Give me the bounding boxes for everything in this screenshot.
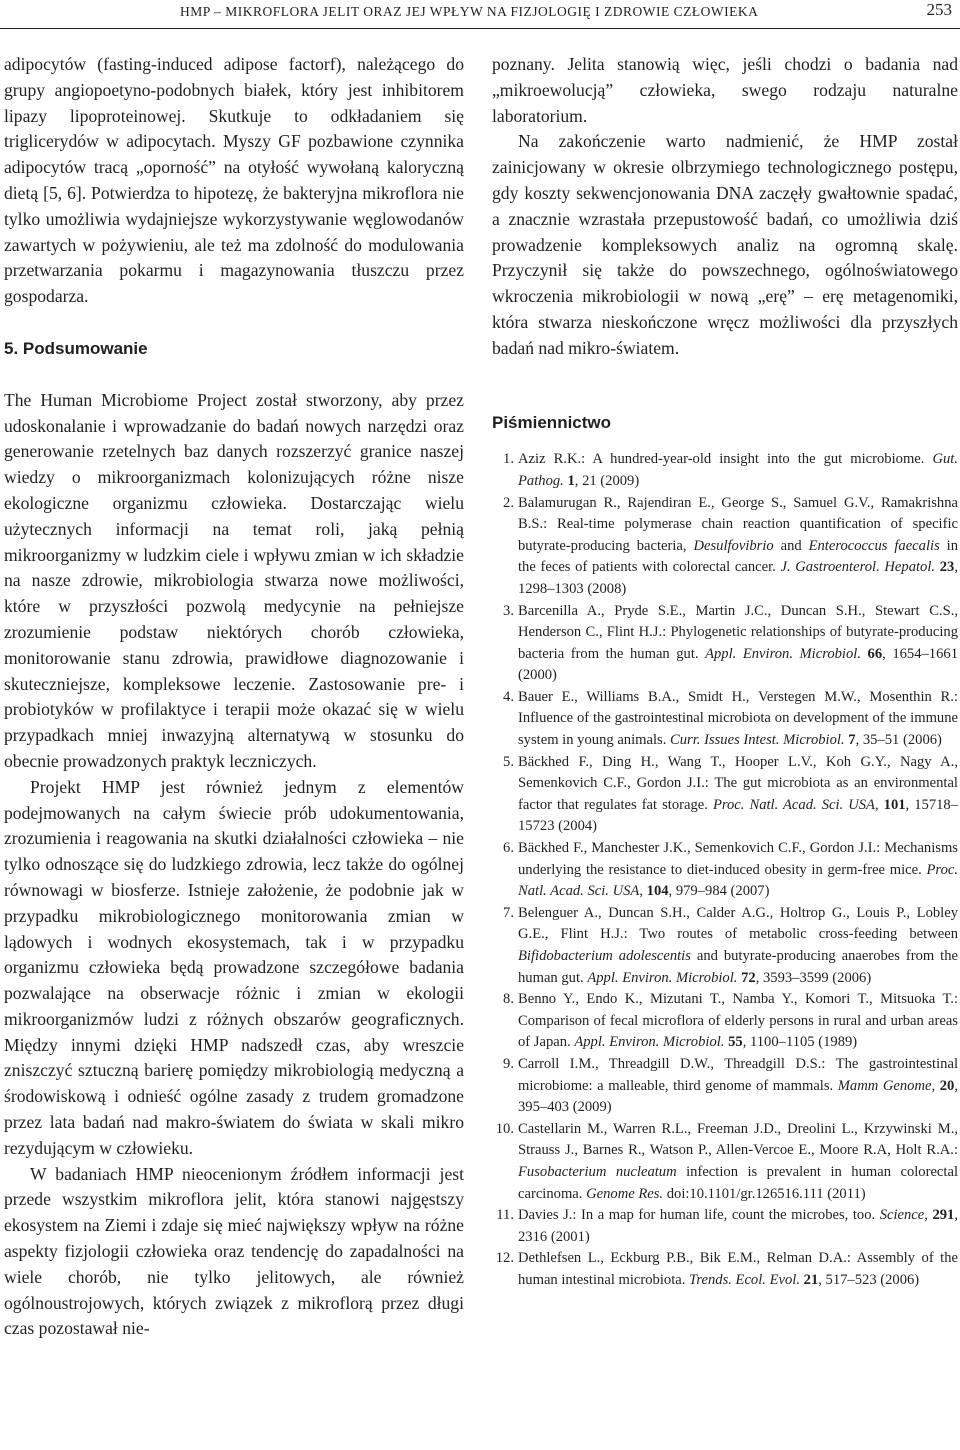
reference-number: 10. <box>495 1120 514 1137</box>
reference-text-segment: , <box>924 1207 933 1224</box>
reference-item <box>492 989 958 1054</box>
reference-text-segment: Science <box>879 1207 925 1224</box>
reference-item <box>492 752 958 838</box>
reference-text-segment: Balamurugan R., Rajendiran E., George S., Samuel G.V., Ramakrishna B.S.: Real-time polymerase chain reaction quantification of specific butyrate-producing bacteria, <box>518 494 958 554</box>
reference-text-segment: Fusobacterium nucleatum <box>518 1163 677 1180</box>
reference-text-segment: Benno Y., Endo K., Mizutani T., Namba Y., Komori T., Mitsuoka T.: Comparison of fecal microflora of elderly persons in rural and urban areas of Japan. <box>518 991 958 1051</box>
reference-text-segment: Proc. Natl. Acad. Sci. USA <box>518 861 958 900</box>
reference-text-segment: , 3593–3599 (2006) <box>755 969 872 986</box>
reference-text-segment: , 979–984 (2007) <box>668 883 770 900</box>
reference-text-segment: Bäckhed F., Manchester J.K., Semenkovich C.F., Gordon J.I.: Mechanisms underlying the resistance to diet-induced obesity in germ-free mice. <box>518 840 958 878</box>
reference-text-segment: , 1298–1303 (2008) <box>518 559 958 597</box>
reference-number: 3. <box>503 602 514 619</box>
section-heading: 5. Podsumowanie <box>4 338 148 358</box>
reference-text-segment: infection is prevalent in human colorectal carcinoma. <box>518 1163 958 1202</box>
reference-item <box>492 1205 958 1248</box>
reference-text-segment: Bauer E., Williams B.A., Smidt H., Verstegen M.W., Mosenthin R.: Influence of the gastrointestinal microbiota on development of the immune system in young animals. <box>518 688 958 749</box>
reference-text-segment: 1 <box>567 472 575 489</box>
reference-text-segment: doi:10.1101/gr.126516.111 (2011) <box>663 1185 866 1202</box>
reference-number: 8. <box>503 991 514 1008</box>
reference-item <box>492 838 958 903</box>
reference-text-segment: Barcenilla A., Pryde S.E., Martin J.C., Duncan S.H., Stewart C.S., Henderson C., Flint H.J.: Phylogenetic relationships of butyrate-producing bacteria from the human gut. <box>518 602 958 662</box>
summary-paragraph-2: Projekt HMP jest również jednym z elementów podejmowanych na całym świecie prób udokumentowania, zrozumienia i reagowania na skutki działalności człowieka – nie tylko odnoszące się do ludzkiego zdrowia, lecz także do ogólnej równowagi w biosferze. Istnieje założenie, że podobnie jak w przypadku mikrobiologicznego monitorowania zmian w lądowych i wodnych ekosystemach, tak i w przypadku organizmu człowieka będą prowadzone szczegółowe badania pozwalające na obserwacje różnic i zmian w ekologii mikroorganizmów ludzi z różnych obszarów geograficznych. Między innymi dzięki HMP nadszedł czas, aby wreszcie zniszczyć sztuczną barierę pomiędzy mikrobiologią medyczną a środowiskową i odnieść ogólne zasady z trudem gromadzone przez lata badań nad makro-światem do świata w skali mikro rezydującym w człowieku. <box>4 776 464 1158</box>
reference-text-segment: 72 <box>741 969 756 986</box>
references-list <box>492 449 958 1291</box>
reference-text-segment: 23 <box>939 559 955 576</box>
reference-text-segment: Appl. Environ. Microbiol. <box>587 969 738 986</box>
continued-paragraph: poznany. Jelita stanowią więc, jeśli chodzi o badania nad „mikroewolucją” człowieka, swego rodzaju naturalne laboratorium. <box>492 54 958 126</box>
reference-text-segment: 20 <box>939 1077 955 1094</box>
page-number: 253 <box>926 0 952 19</box>
reference-text-segment: , <box>639 883 647 900</box>
reference-item <box>492 1054 958 1119</box>
reference-text-segment: Genome Res. <box>586 1185 664 1202</box>
header-rule <box>0 28 960 29</box>
reference-item <box>492 493 958 601</box>
reference-item <box>492 687 958 752</box>
closing-paragraph: Na zakończenie warto nadmienić, że HMP został zainicjowany w okresie olbrzymiego technologicznego postępu, gdy koszty sekwencjonowania DNA zaczęły gwałtownie spadać, a znacznie wzrastała przepustowość badań, co umożliwia dziś prowadzenie kompleksowych analiz na ogromną skalę. Przyczynił się także do powszechnego, ogólnoświatowego wkroczenia mikrobiologii w nową „erę” – erę metagenomiki, która stwarza nieskończone wręcz możliwości dla przyszłych badań nad mikro-światem. <box>492 131 958 358</box>
reference-text-segment: , 395–403 (2009) <box>518 1077 958 1116</box>
reference-text-segment: , 1654–1661 (2000) <box>518 645 958 684</box>
reference-text-segment: 101 <box>883 796 906 813</box>
reference-item <box>492 1248 958 1291</box>
reference-text-segment: Proc. Natl. Acad. Sci. USA <box>712 796 875 813</box>
reference-item <box>492 1119 958 1205</box>
running-header <box>0 0 960 26</box>
intro-paragraph: adipocytów (fasting-induced adipose factorf), należącego do grupy angiopoetyno-podobnych białek, który jest inhibitorem lipazy lipoproteinowej. Skutkuje to odkładaniem się triglicerydów w adipocytach. Myszy GF pozbawione czynnika adipocytów tracą „oporność” na otyłość wywołaną kaloryczną dietą [5, 6]. Potwierdza to hipotezę, że bakteryjna mikroflora nie tylko umożliwia wydajniejsze wykorzystywanie węglowodanów zawartych w pożywieniu, ale też ma zdolność do modulowania przetwarzania pokarmu i magazynowania tłuszczu przez gospodarza. <box>4 54 464 307</box>
reference-text-segment: and butyrate-producing anaerobes from the human gut. <box>518 948 958 986</box>
reference-text-segment: Enterococcus faecalis <box>808 537 940 554</box>
reference-number: 6. <box>503 840 514 857</box>
reference-number: 5. <box>503 753 514 770</box>
left-column <box>4 52 464 1342</box>
reference-text-segment: Bifidobacterium adolescentis <box>518 948 691 965</box>
reference-text-segment: 7 <box>848 732 856 749</box>
reference-text-segment: Appl. Environ. Microbiol. <box>705 645 861 662</box>
reference-text-segment: , 35–51 (2006) <box>855 732 942 749</box>
reference-text-segment: Davies J.: In a map for human life, count the microbes, too. <box>518 1207 880 1224</box>
reference-text-segment: 66 <box>867 645 883 662</box>
reference-text-segment: Carroll I.M., Threadgill D.W., Threadgill D.S.: The gastrointestinal microbiome: a malleable, third genome of mammals. <box>518 1055 958 1094</box>
reference-number: 11. <box>496 1207 514 1224</box>
reference-number: 4. <box>503 688 514 705</box>
reference-number: 9. <box>503 1055 514 1072</box>
right-column <box>492 52 958 1292</box>
reference-text-segment: Gut. Pathog. <box>518 451 958 489</box>
reference-text-segment: 21 <box>803 1271 819 1288</box>
references-heading: Piśmiennictwo <box>492 412 612 432</box>
reference-text-segment: Curr. Issues Intest. Microbiol. <box>670 732 845 749</box>
reference-text-segment: 104 <box>646 883 669 900</box>
running-title: HMP – MIKROFLORA JELIT ORAZ JEJ WPŁYW NA FIZJOLOGIĘ I ZDROWIE CZŁOWIEKA <box>180 4 759 19</box>
reference-text-segment: 291 <box>932 1207 955 1224</box>
reference-text-segment: , 15718–15723 (2004) <box>518 796 959 835</box>
summary-paragraph-3: W badaniach HMP nieocenionym źródłem informacji jest przede wszystkim mikroflora jelit, która stanowi najgęstszy ekosystem na Ziemi i zdaje się mieć największy wpływ na różne aspekty fizjologii człowieka oraz tendencję do zapadalności na wiele chorób, nie tylko jelitowych, ale również ogólnoustrojowych, których związek z mikroflorą przez długi czas pozostawał nie- <box>4 1163 464 1339</box>
reference-text-segment: Desulfovibrio <box>693 537 774 554</box>
reference-text-segment: Bäckhed F., Ding H., Wang T., Hooper L.V., Koh G.Y., Nagy A., Semenkovich C.F., Gordon J.I.: The gut microbiota as an environmental factor that regulates fat storage. <box>518 753 958 813</box>
reference-text-segment: , 2316 (2001) <box>518 1207 958 1245</box>
reference-text-segment: Appl. Environ. Microbiol. <box>574 1034 725 1051</box>
reference-text-segment: 55 <box>728 1034 743 1051</box>
reference-item <box>492 903 958 989</box>
reference-text-segment: J. Gastroenterol. Hepatol. <box>780 559 936 576</box>
reference-number: 1. <box>503 451 514 468</box>
summary-paragraph-1: The Human Microbiome Project został stworzony, aby przez udoskonalanie i wprowadzanie do badań nowych narzędzi oraz generowanie rzetelnych baz danych rozszerzyć granice naszej wiedzy o mikroorganizmach kolonizujących różne nisze ekologiczne organizmu człowieka. Dostarczając wielu użytecznych informacji na temat roli, jaką pełnią mikroorganizmy w ludzkim ciele i wpływu zmian w ich składzie na nasze zdrowie, mikrobiologia stwarza nowe możliwości, które w przyszłości pozwolą medycynie na pełniejsze zrozumienie podstaw niektórych chorób człowieka, monitorowanie stanu zdrowia, prawidłowe diagnozowanie i skuteczniejsze, kompleksowe leczenie. Zastosowanie pre- i probiotyków w profilaktyce i terapii może okazać się w wielu przypadkach mniej inwazyjną alternatywą w stosunku do obecnie prowadzonych praktyk leczniczych. <box>4 389 464 771</box>
reference-text-segment: and <box>773 537 809 554</box>
reference-text-segment: in the feces of patients with colorectal cancer. <box>518 537 958 576</box>
reference-text-segment: , 517–523 (2006) <box>818 1271 920 1288</box>
reference-text-segment: Trends. Ecol. Evol. <box>689 1271 800 1288</box>
reference-text-segment: , 1100–1105 (1989) <box>742 1034 858 1051</box>
reference-text-segment: Belenguer A., Duncan S.H., Calder A.G., Holtrop G., Louis P., Lobley G.E., Flint H.J.: Two routes of metabolic cross-feeding between <box>518 904 958 943</box>
reference-text-segment: Mamm Genome, <box>837 1077 936 1094</box>
reference-number: 12. <box>495 1250 514 1267</box>
reference-text-segment: , 21 (2009) <box>574 472 640 489</box>
reference-text-segment: Castellarin M., Warren R.L., Freeman J.D., Dreolini L., Krzywinski M., Strauss J., Barnes R., Watson P., Allen-Vercoe E., Moore R.A, Holt R.A.: <box>518 1120 958 1159</box>
reference-item <box>492 601 958 687</box>
reference-number: 2. <box>503 494 514 511</box>
reference-number: 7. <box>503 904 514 921</box>
reference-item <box>492 449 958 492</box>
reference-text-segment: , <box>874 796 884 813</box>
reference-text-segment: Aziz R.K.: A hundred-year-old insight into the gut microbiome. <box>518 451 933 468</box>
reference-text-segment: Dethlefsen L., Eckburg P.B., Bik E.M., Relman D.A.: Assembly of the human intestinal microbiota. <box>518 1250 958 1288</box>
